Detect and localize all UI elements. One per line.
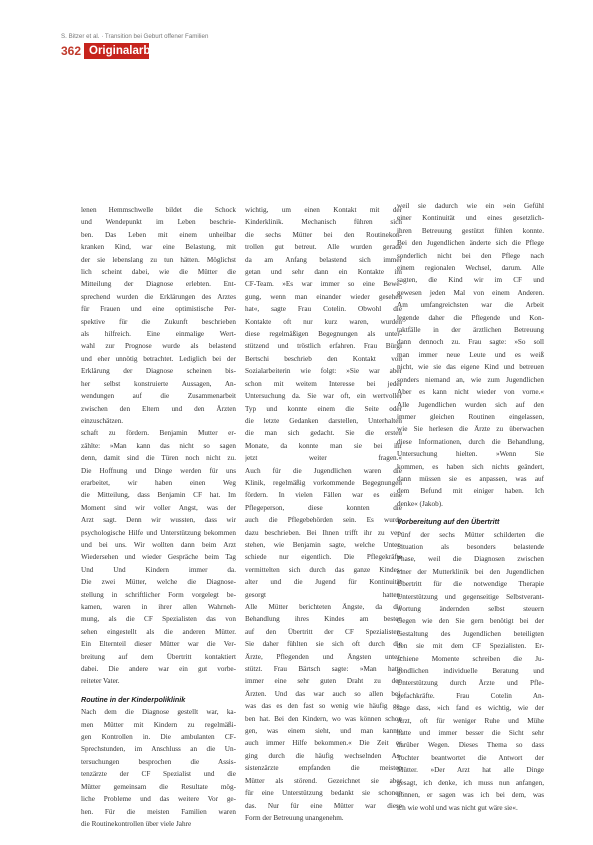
text-line: immer gleichen Routinen eingelassen, [397,412,544,421]
text-line: Ärzten. Und das war auch so allen bei, [245,689,402,698]
text-line: Phase, weil die Diagnosen zwischen [397,555,544,564]
text-line: Am umfangreichsten war die Arbeit [397,301,544,310]
text-line: spektive für die Zukunft beschrieben [81,317,236,326]
text-line: der sie lebenslang zu tun hätten. Möglichst [81,255,236,264]
text-line: sage dass, »ich fand es wichtig, wie der [397,704,544,713]
section-heading: Routine in der Kinderpoliklinik [81,694,186,704]
text-line: Mütter gemeinsam die Resultate mög- [81,782,236,791]
text-line: ihren Betreuung gestützt fühlen konnte. [397,226,544,235]
text-line: schaft zu fördern. Benjamin Mutter er- [81,429,236,438]
text-line: hatte und immer besser die Sicht sehr [397,729,544,738]
text-column-middle [245,204,402,824]
text-line: kranken Kind, war eine Belastung, mit [81,243,236,252]
text-line: wichtig, um einen Kontakt mit der [245,206,402,214]
text-line: da am Anfang belastend sich immer [245,255,402,264]
text-line: Bei den Jugendlichen änderte sich die Pflege [397,239,544,248]
text-line: diese regelmäßigen Begegnungen als unter- [245,330,402,339]
text-line: dabei. Die andere war ein gut vorbe- [81,665,236,674]
text-line: den sie mit dem CF Spezialisten. Er- [397,642,544,651]
text-line: Unterstützung und gegenseitige Selbstverant- [397,592,544,601]
text-line: als hilfreich. Eine einmalige Wert- [81,330,236,339]
text-line: die Mitteilung, dass Benjamin CF hat. Im [81,491,236,500]
text-line: sistenzärzte empfanden die meisten [245,764,402,773]
text-line: schon mit weitem Interesse bei jeder [245,379,402,388]
text-line: lich scheint dabei, wie die Mütter die [81,268,236,277]
text-line: Ärzte, Pflegenden und Ängsten unter- [245,652,402,661]
text-line: hat«, sagte Frau Cotelin. Obwohl die [245,305,402,314]
text-line: dann dennoch zu. Frau sagte: »So soll [397,338,544,347]
text-line: getan und sehr dann ein Kontakte im [245,268,402,277]
text-line: stehen, wie Benjamin sagte, welche Unter- [245,540,402,549]
text-line: Übertritt für die notwendige Therapie [397,580,544,589]
text-line: gesorgt hatten. [245,590,402,599]
text-line: gen Kontrollen in. Die ambulanten CF- [81,733,236,742]
text-line: gefachkräfte. Frau Cotelin An- [397,691,544,700]
text-line: fördern. In vielen Fällen war es eine [245,491,402,500]
section-heading: Vorbereitung auf den Übertritt [397,517,500,527]
text-line: Arzt sagt. Denn wir wussten, dass wir [81,516,236,525]
text-line: Moment sind wir voller Angst, was der [81,503,236,512]
text-line: die sechs Mütter bei den Routinekon- [245,230,402,239]
text-line: Unterstützung durch Ärzte und Pfle- [397,679,544,688]
text-line: dem Befund mit einiger haben. Ich [397,487,544,496]
text-line: auch die Pflegebehörden sein. Es wurde [245,516,402,525]
text-line: trollen gut betreut. Alle wurden gerade [245,243,402,252]
text-line: gewesen jeden Mal von einem Anderen. [397,288,544,297]
text-line: tersuchungen besprochen die Assis- [81,757,236,766]
text-line: Erklärung der Diagnose scheinen bis- [81,367,236,376]
text-line: immer eine sehr guten Draht zu den [245,677,402,686]
text-line: taktfälle in der ärztlichen Betreuung [397,326,544,335]
text-line: ben hat. Bei den Kindern, wo was können schon [245,714,402,723]
text-line: hen. Für die meisten Familien waren [81,807,236,816]
text-line: Die zwei Mütter, welche die Diagnose- [81,578,236,587]
text-line: schiene Momente schreiben die Ju- [397,654,544,663]
text-line: sprechend wurden die Erklärungen des Arztes [81,292,236,301]
text-line: darüber Wegen. Dieses Thema so dass [397,741,544,750]
text-line: wahl zur Prognose wurde als belastend [81,342,236,351]
text-line: die letzte Gedanken darstellen, Unterhalten [245,416,402,425]
text-line: Gestaltung des Jugendlichen beteiligten [397,629,544,638]
section-tag: Originalarbeit [84,43,149,59]
text-line: dann müssen sie es anpassen, was auf [397,474,544,483]
text-line: sonders niemand an, wie zum Jugendlichen [397,375,544,384]
text-line: tenzärzte der CF Spezialist und die [81,770,236,779]
text-line: für Frauen und eine optimistische Per- [81,305,236,314]
text-line: Gegen wie den Sie gern benötigt bei der [397,617,544,626]
text-line: Arzt, oft für weniger Ruhe und Mühe [397,716,544,725]
text-line: Fünf der sechs Mütter schilderten die [397,530,544,539]
text-line: her selbst konstruierte Aussagen, An- [81,379,236,388]
text-line: legende daher die Pflegende und Kon- [397,313,544,322]
text-line: Alle Mütter berichteten Ängste, da die [245,603,402,611]
text-line: wie Sie herlesen die Ärzte zu überwachen [397,425,544,434]
text-line: einzuschätzen. [81,416,124,425]
text-line: CF-Team. »Es war immer so eine Bewe- [245,280,402,289]
text-line: Sozialarbeiterin wie folgt: »Sie war aber [245,367,402,376]
text-line: dazu beschrieben. Bei Ihnen trifft ihr zu ver- [245,528,402,537]
text-line: Klinik, regelmäßig vorkommende Begegnungen [245,478,402,487]
text-line: ich wie wohl und was nicht gut wäre sie«. [397,803,518,812]
text-line: Situation als besonders belastende [397,542,544,551]
text-line: ging durch die häufig wechselnden As- [245,751,402,760]
text-line: für eine Unterstützung bedankt sie schonen [245,789,402,798]
text-line: gendlichen individuelle Beratung und [397,667,544,676]
text-line: und eher unnötig betrachtet. Lediglich bei der [81,354,236,363]
text-line: kommen, es haben sich nichts geändert, [397,462,544,471]
text-line: man immer neue Leute und es weiß [397,350,544,359]
text-line: können, er sagen was ich bei dem, was [397,791,544,800]
text-line: sagten, die Kind wir im CF und [397,276,544,285]
text-line: Nach dem die Diagnose gestellt war, ka- [81,708,236,717]
text-line: psychologische Hilfe und Unterstützung bekommen [81,528,236,537]
text-line: denn, damit sind die Türen noch nicht zu. [81,454,236,463]
text-line: gen, was einem sieht, und man kannte [245,727,402,736]
text-line: Auch für die Jugendlichen waren die [245,466,402,475]
running-header: S. Bitzer et al. · Transition bei Geburt offener Familien [61,33,209,40]
text-line: reiteter Vater. [81,677,120,686]
text-line: Form der Betreuung unangenehm. [245,813,344,822]
text-column-left [81,204,236,830]
text-line: einem regionalen Wechsel, darum. Alle [397,264,544,273]
text-line: Tochter beantwortet die Antwort der [397,753,544,762]
text-line: liche Probleme und das weitere Vor ge- [81,795,236,804]
text-line: erarbeitet, wir haben einen Weg [81,478,236,487]
text-line: Untersuchung hielten. »Wenn Sie [397,450,544,459]
text-line: Aber es kann nicht wieder von vorne.« [397,388,544,397]
text-line: diese Informationen, durch die Behandlung, [397,437,544,446]
text-line: die man sich gedacht. Sie die ersten [245,429,402,438]
text-line: Behandlung ihres Kindes am besten [245,615,402,624]
text-line: stützt. Frau Bärtsch sagte: »Man hatte [245,665,402,674]
text-line: weil sie dadurch wie ein »ein Gefühl [397,202,544,210]
text-line: lenen Hemmschwelle bildet die Schock [81,206,236,214]
text-line: jetzt weiter fragen.« [245,454,402,463]
text-line: und Wendepunkt im Leben beschrie- [81,218,236,227]
text-line: Typ und konnte einem die Seite oder [245,404,402,413]
text-line: breitung auf dem Übertritt kontaktiert [81,652,236,661]
text-line: nicht, wie sie das eigene Kind und betreuen [397,363,544,372]
text-line: zwischen den Eltern und den Ärzten [81,404,236,413]
text-line: Mütter. »Der Arzt hat alle Dinge [397,766,544,775]
text-line: was das es den fast so wenig wie häufig ge- [245,702,402,711]
text-line: das. Nur für eine Mütter war diese [245,801,402,810]
text-line: gesagt, ich denke, ich muss nun anfangen, [397,778,544,787]
text-line: Kontakte oft nur kurz waren, wurden [245,317,402,326]
text-line: men Mütter mit Kindern zu regelmäßi- [81,720,236,729]
text-line: Die Hoffnung und Dinge werden für uns [81,466,236,475]
text-line: Sie daher fühlten sie sich oft durch die [245,640,402,649]
text-line: sehen eingestellt als die anderen Mütter. [81,627,236,636]
text-line: Alle Jugendlichen wurden sich auf den [397,400,544,409]
text-line: Wiedersehen und wieder Gespräche beim Tag [81,553,236,562]
text-line: einer der Mutterklinik bei den Jugendlichen [397,567,544,576]
text-line: gung, wenn man einander wieder gesehen [245,292,402,301]
text-line: stellung in schriftlicher Form vorgelegt be- [81,590,236,599]
text-line: alter und die Jugend für Kontinuität [245,578,402,587]
text-line: Monate, da konnte man sie bei ihr [245,441,402,450]
text-line: einer Kontinuität und eines gesetzlich- [397,214,544,223]
text-line: auf den Übertritt der CF Spezialisten. [245,627,402,636]
text-line: sonderlich nicht bei den Pflege nach [397,251,544,260]
text-line: Untersuchung da. Sie war oft, ein wertvoller [245,392,402,401]
text-line: ben. Das Leben mit einem unheilbar [81,230,236,239]
text-line: wendungen auf die Zusammenarbeit [81,392,236,401]
text-line: die Routinekontrollen über viele Jahre [81,819,192,828]
text-line: Mütter als störend. Gezeichnet sie aber [245,776,402,785]
text-line: Sprechstunden, im Anschluss an die Un- [81,745,236,754]
page-number: 362 [61,44,82,58]
text-line: kamen, waren in ihrer allen Wahrneh- [81,603,236,611]
text-line: wortung ändernden selbst steuern [397,605,544,613]
text-line: denke« (Jakob). [397,499,443,508]
text-line: und bei uns. Wir wollten dann beim Arzt [81,540,236,549]
text-line: Pflegeperson, diese konnten die [245,503,402,512]
text-line: stützend und tröstlich erfahren. Frau Bürgi [245,342,402,351]
text-line: Ein Elternteil dieser Mütter war die Ver- [81,640,236,649]
text-line: schiede nur eigentlich. Die Pflegekräfte [245,553,402,562]
text-line: mung, als die CF Spezialisten das von [81,615,236,624]
text-line: Mitteilung der Diagnose erlebten. Ent- [81,280,236,289]
text-line: Bertschi beschrieb den Kontakt von [245,354,402,363]
text-line: zählte: »Man kann das nicht so sagen [81,441,236,450]
text-line: auch immer Hilfe bekommen.« Die Zeit es [245,739,402,748]
text-line: Kinderklinik. Mechanisch führen sich [245,218,402,227]
text-line: Und Und Kindern immer da. [81,565,236,574]
text-column-right [397,200,544,814]
text-line: vermittelten sich durch das ganze Kindes- [245,565,402,574]
